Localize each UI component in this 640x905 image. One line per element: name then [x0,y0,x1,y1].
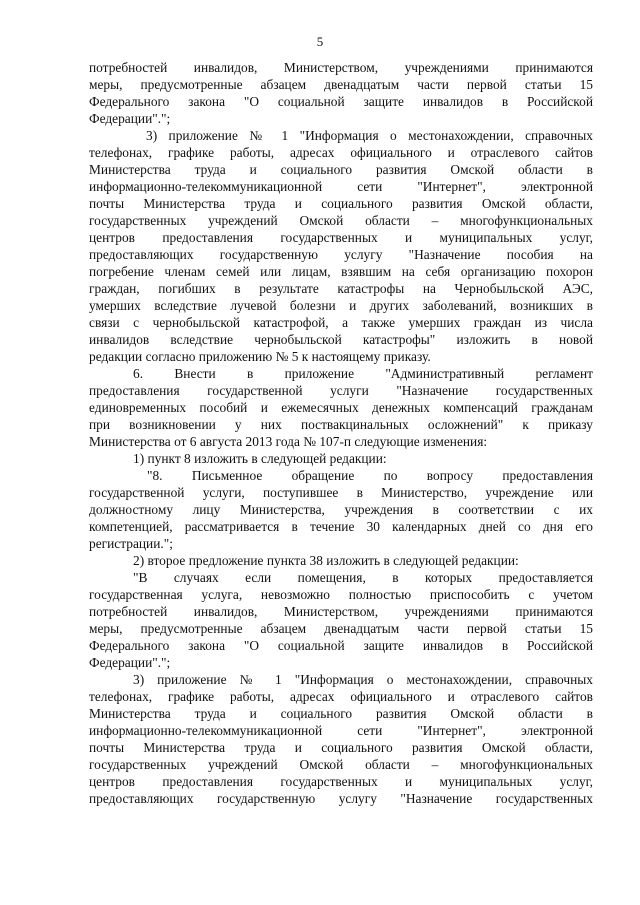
paragraph-first-line: 6. Внести в приложение "Административный регламент [133,366,593,381]
text-line: регистрации."; [89,536,173,551]
text-line: при возникновении у них поствакцинальных осложнений" к приказу [89,417,593,432]
text-line: центров предоставления государственных и муниципальных услуг, [89,230,593,245]
text-line: граждан, погибших в результате катастрофы на Чернобыльской АЭС, [89,281,593,296]
text-line: Министерства от 6 августа 2013 года № 107-п следующие изменения: [89,434,488,449]
text-line: должностному лицу Министерства, учреждения в соответствии с их [89,502,593,517]
text-line: Федерации"."; [89,655,171,670]
text-line: инвалидов вследствие чернобыльской катастрофы" изложить в новой [89,332,593,347]
text-line: погребение членам семей или лицам, взявшим на себя организацию похорон [89,264,593,279]
text-line: связи с чернобыльской катастрофой, а также умерших граждан из числа [89,315,593,330]
text-line: меры, предусмотренные абзацем двенадцатым части первой статьи 15 [89,621,593,636]
text-line: меры, предусмотренные абзацем двенадцатым части первой статьи 15 [89,77,593,92]
text-line: Министерства труда и социального развития Омской области в [89,162,593,177]
paragraph-first-line: 2) второе предложение пункта 38 изложить в следующей редакции: [133,553,519,568]
text-line: предоставляющих государственную услугу "Назначение государственных [89,791,593,806]
text-line: информационно-телекоммуникационной сети "Интернет", электронной [89,723,593,738]
text-line: центров предоставления государственных и муниципальных услуг, [89,774,593,789]
paragraph-first-line: 1) пункт 8 изложить в следующей редакции: [133,451,387,466]
text-line: Федерального закона "О социальной защите инвалидов в Российской [89,638,593,653]
text-line: умерших вследствие лучевой болезни и других заболеваний, возникших в [89,298,593,313]
text-line: компетенцией, рассматривается в течение 30 календарных дней со дня его [89,519,593,534]
text-line: государственных учреждений Омской области – многофункциональных [89,757,593,772]
page-number: 5 [316,34,324,49]
text-line: предоставления государственной услуги "Назначение государственных [89,383,593,398]
text-line: телефонах, графике работы, адресах официального и отраслевого сайтов [89,689,593,704]
paragraph-first-line: 3) приложение № 1 "Информация о местонахождении, справочных [146,128,593,143]
text-line: государственных учреждений Омской области – многофункциональных [89,213,593,228]
text-line: телефонах, графике работы, адресах официального и отраслевого сайтов [89,145,593,160]
paragraph-first-line: "8. Письменное обращение по вопросу предоставления [147,468,593,483]
text-line: государственной услуги, поступившее в Министерство, учреждение или [89,485,593,500]
text-line: редакции согласно приложению № 5 к настоящему приказу. [89,349,431,364]
text-line: почты Министерства труда и социального развития Омской области, [89,740,593,755]
text-line: Федерации"."; [89,111,171,126]
text-line: информационно-телекоммуникационной сети "Интернет", электронной [89,179,593,194]
text-line: Министерства труда и социального развития Омской области в [89,706,593,721]
paragraph-first-line: 3) приложение № 1 "Информация о местонахождении, справочных [133,672,593,687]
text-line: потребностей инвалидов, Министерством, учреждениями принимаются [89,604,593,619]
text-line: Федерального закона "О социальной защите инвалидов в Российской [89,94,593,109]
text-line: потребностей инвалидов, Министерством, учреждениями принимаются [89,60,593,75]
text-line: государственная услуга, невозможно полностью приспособить с учетом [89,587,593,602]
text-line: предоставляющих государственную услугу "Назначение пособия на [89,247,593,262]
text-line: единовременных пособий и ежемесячных денежных компенсаций гражданам [89,400,593,415]
document-body [89,59,593,807]
paragraph-first-line: "В случаях если помещения, в которых предоставляется [133,570,593,585]
text-line: почты Министерства труда и социального развития Омской области, [89,196,593,211]
